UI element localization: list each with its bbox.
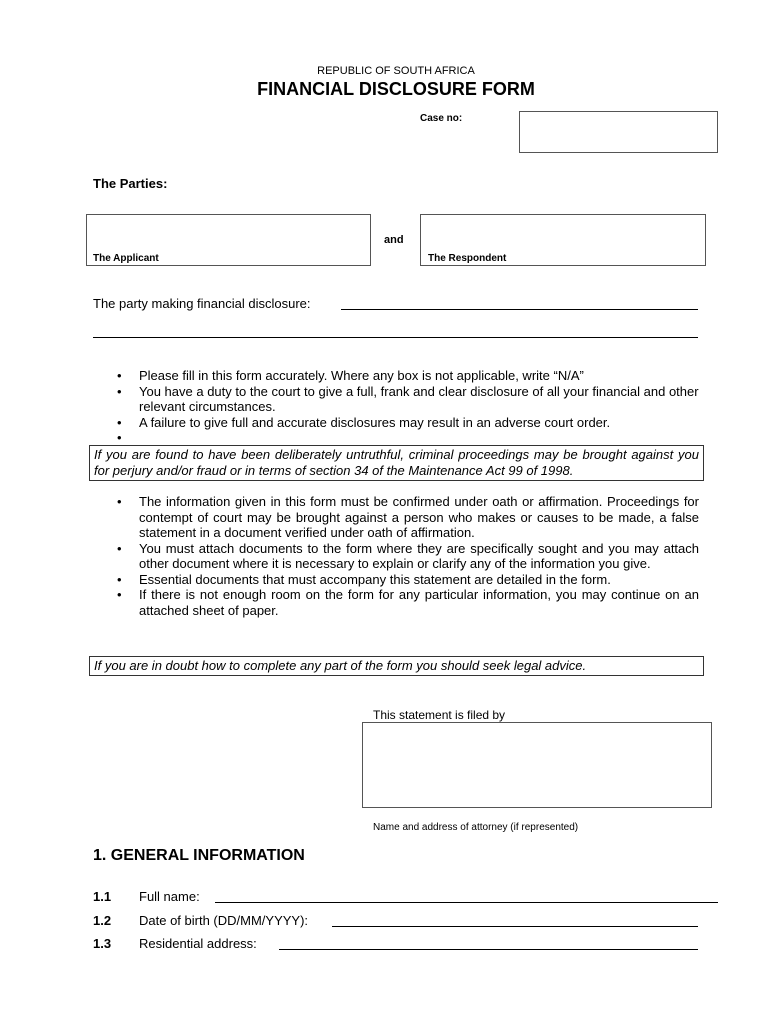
- field-number: 1.1: [93, 889, 112, 904]
- legal-advice-notice: If you are in doubt how to complete any part of the form you should seek legal advice.: [89, 656, 704, 676]
- list-item: • Essential documents that must accompany this statement are detailed in the form.: [117, 571, 611, 587]
- attorney-caption: Name and address of attorney (if represented): [373, 822, 579, 833]
- bullet-icon: •: [117, 414, 122, 430]
- full-name-field[interactable]: [215, 902, 718, 903]
- full-name-label: Full name:: [139, 889, 200, 904]
- list-item: • A failure to give full and accurate disclosures may result in an adverse court order.: [117, 414, 611, 430]
- date-of-birth-label: Date of birth (DD/MM/YYYY):: [139, 913, 309, 928]
- list-item: • If there is not enough room on the form for any particular information, you may continue on an attached sheet of paper.: [117, 587, 699, 618]
- list-item: • You must attach documents to the form where they are specifically sought and you may attach other document where it is necessary to explain or clarify any of the information you give.: [117, 540, 699, 571]
- respondent-label: The Respondent: [428, 253, 507, 264]
- respondent-field[interactable]: [420, 214, 706, 266]
- form-title: FINANCIAL DISCLOSURE FORM: [257, 79, 535, 99]
- list-item: • You have a duty to the court to give a full, frank and clear disclosure of all your financial and other relevant circumstances.: [117, 383, 699, 414]
- and-label: and: [384, 234, 404, 246]
- date-of-birth-field[interactable]: [332, 926, 698, 927]
- list-item: [117, 430, 699, 445]
- section-1-heading: 1. GENERAL INFORMATION: [93, 847, 305, 864]
- perjury-warning: If you are found to have been deliberately untruthful, criminal proceedings may be brought against you for perjury and/or fraud or in terms of section 34 of the Maintenance Act 99 of 1998.: [89, 445, 704, 481]
- bullet-icon: •: [117, 571, 122, 587]
- applicant-label: The Applicant: [93, 253, 159, 264]
- case-no-field[interactable]: [519, 111, 718, 153]
- field-number: 1.3: [93, 936, 112, 951]
- bullet-icon: •: [117, 494, 122, 509]
- bullet-icon: •: [117, 368, 122, 383]
- bullet-icon: •: [117, 383, 122, 399]
- disclosing-party-label: The party making financial disclosure:: [93, 296, 311, 311]
- field-number: 1.2: [93, 913, 112, 928]
- residential-address-label: Residential address:: [139, 936, 257, 951]
- disclosing-party-line-1[interactable]: [341, 309, 698, 310]
- bullet-icon: •: [117, 430, 122, 445]
- residential-address-field[interactable]: [279, 949, 698, 950]
- attorney-field[interactable]: [362, 722, 712, 808]
- instructions-list-1: [117, 368, 699, 445]
- country-heading: REPUBLIC OF SOUTH AFRICA: [317, 65, 475, 77]
- disclosing-party-line-2[interactable]: [93, 337, 698, 338]
- list-item: • The information given in this form must be confirmed under oath or affirmation. Proceedings for contempt of court may be brought against a person who makes or causes to be made, a false statement in a document verified under oath of affirmation.: [117, 494, 699, 540]
- case-no-label: Case no:: [420, 113, 463, 124]
- list-item: • Please fill in this form accurately. Where any box is not applicable, write “N/A”: [117, 368, 584, 383]
- instructions-list-2: [117, 494, 699, 618]
- bullet-icon: •: [117, 540, 122, 556]
- bullet-icon: •: [117, 587, 122, 602]
- applicant-field[interactable]: [86, 214, 371, 266]
- parties-heading: The Parties:: [93, 176, 168, 191]
- filed-by-label: This statement is filed by: [373, 708, 506, 722]
